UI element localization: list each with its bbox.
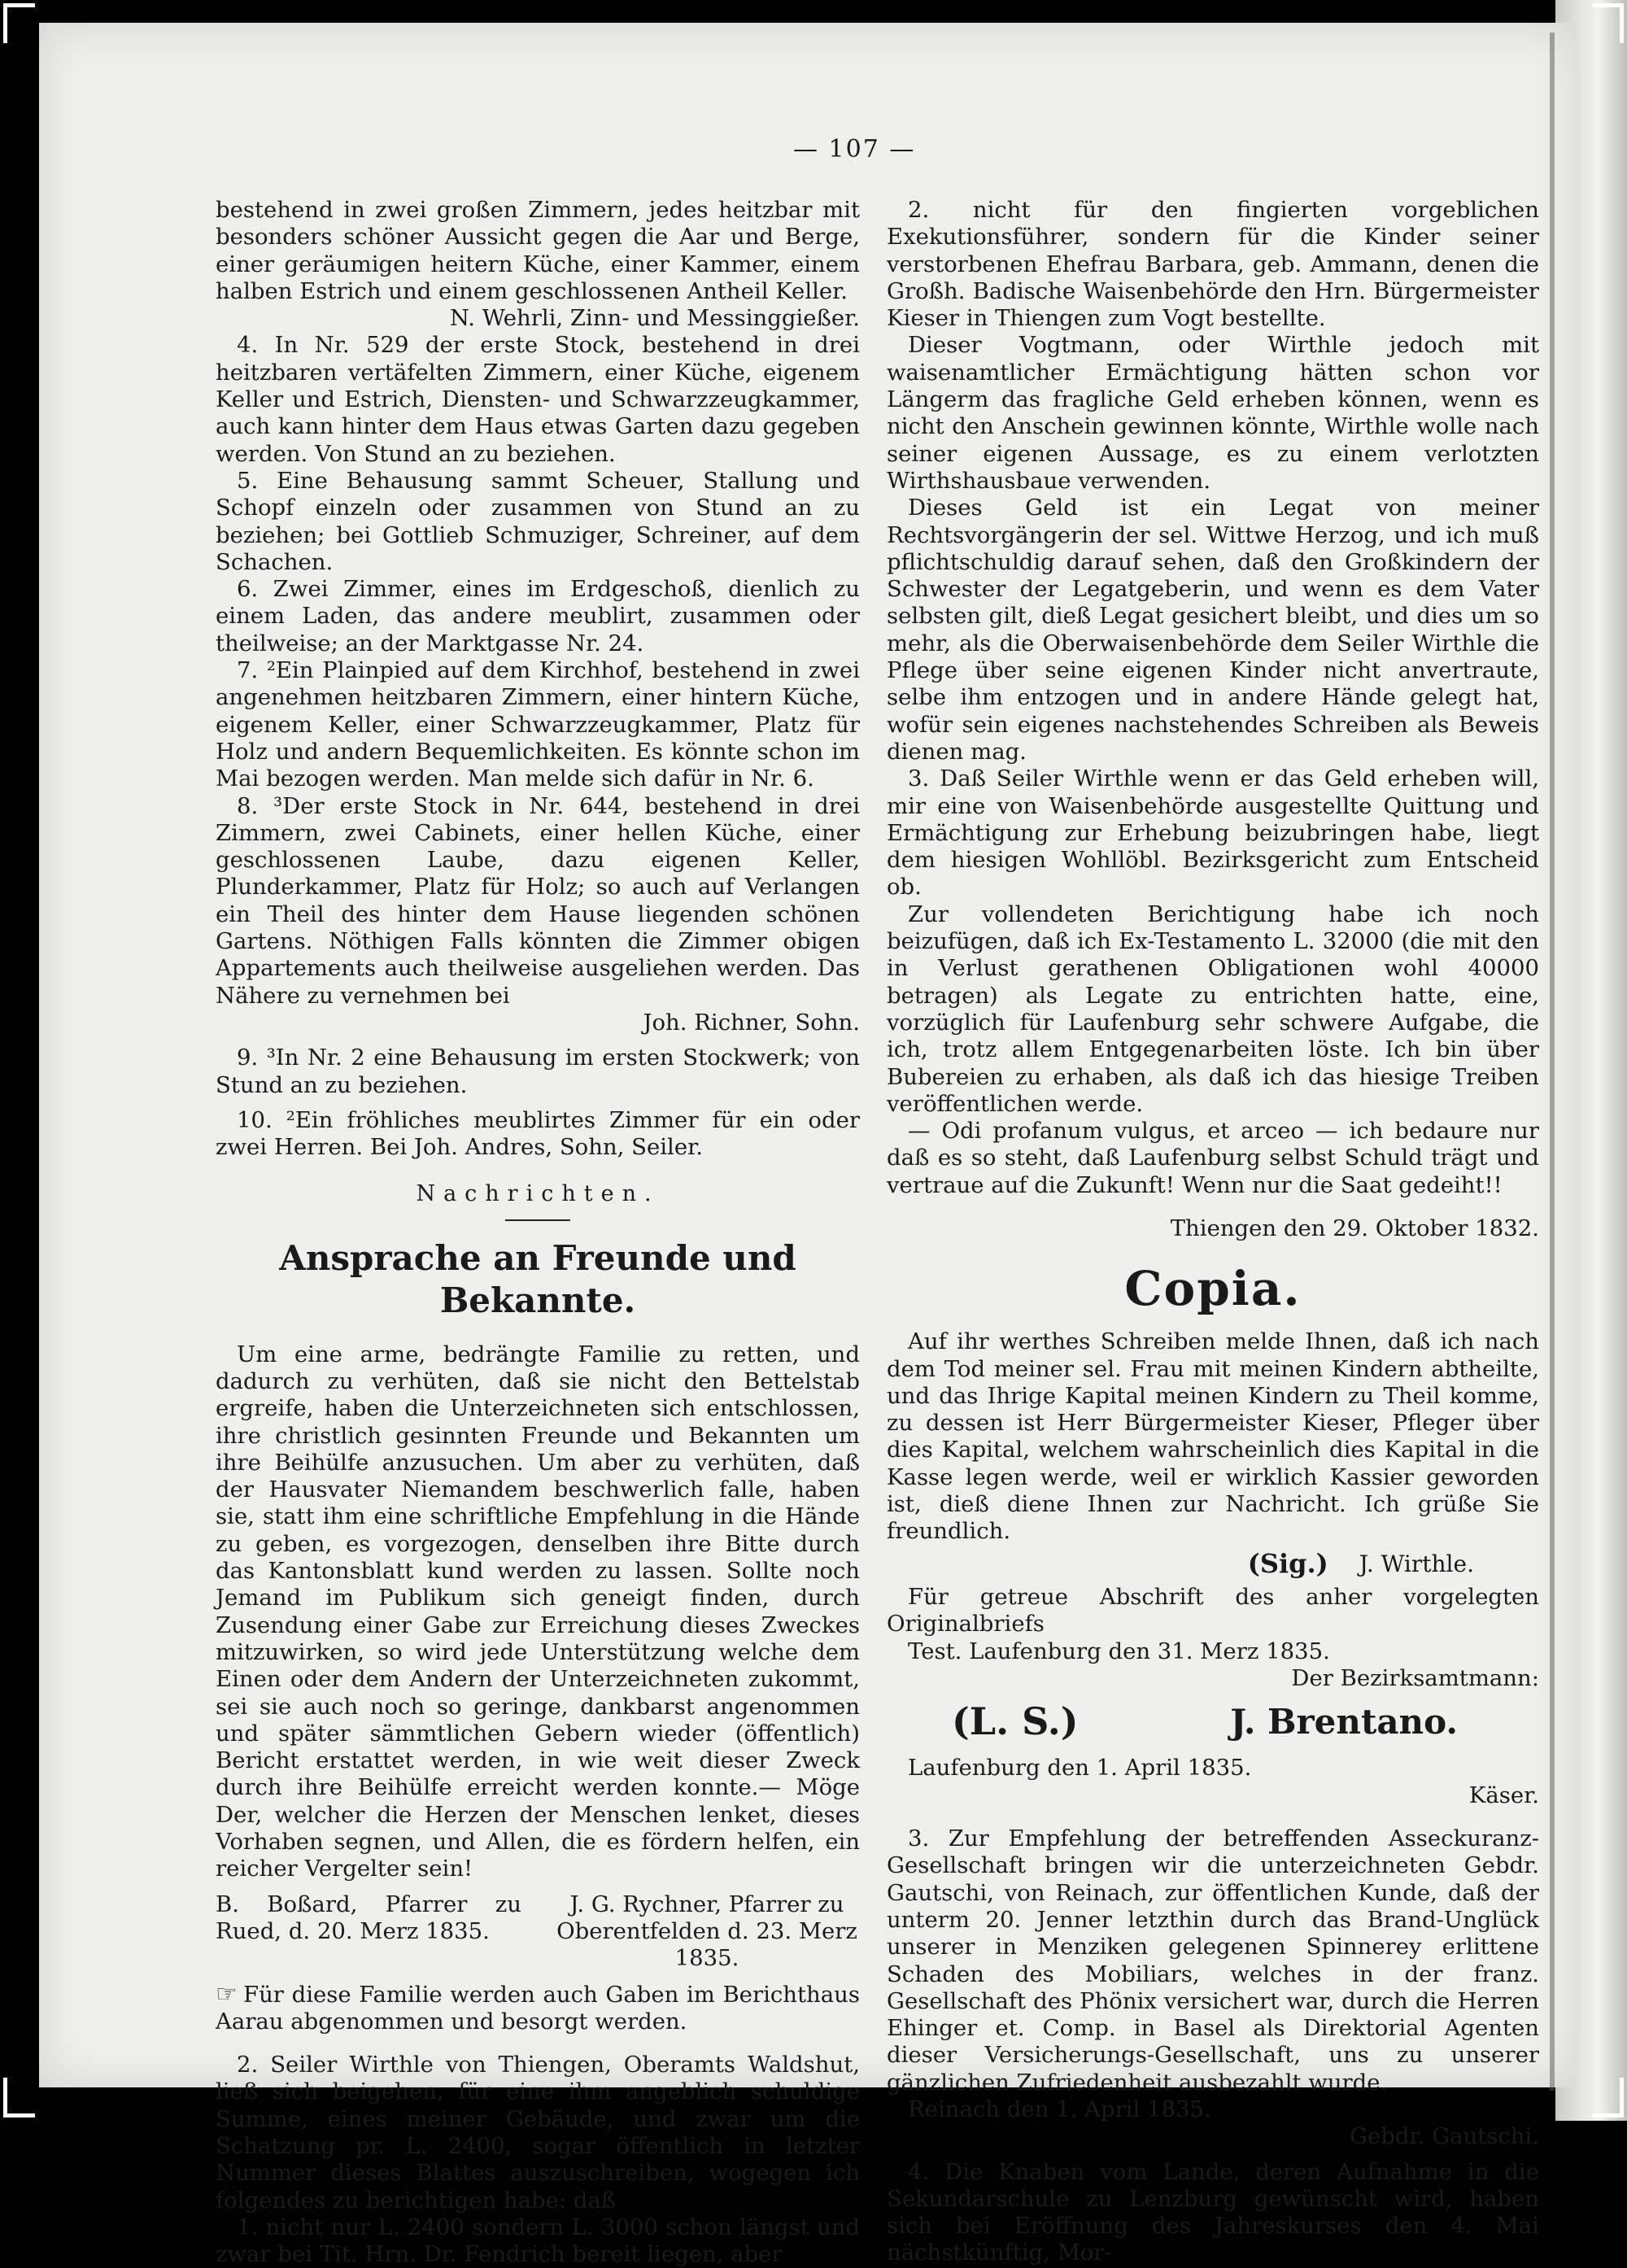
listing-10: 10. ²Ein fröhliches meublirtes Zimmer für ein oder zwei Herren. Bei Joh. Andres, Sohn, Seiler. [216, 1106, 860, 1161]
pointing-hand-icon: ☞ [216, 1979, 238, 2008]
berichtigung-paragraph: Zur vollendeten Berichtigung habe ich noch beizufügen, daß ich Ex-Testamento L. 32000 (die mit den in Verlust gerathenen Obligationen wohl 40000 betragen) als Legate zu entrichten hatte, eine, vorzüglich für Laufenburg sehr schwere Aufgabe, die ich, trotz allem Entgegenarbeiten löste. Ich bin über Bubereien zu erhaben, als daß ich das hiesige Treiben veröffentlichen werde. [887, 901, 1539, 1117]
listing-5: 5. Eine Behausung sammt Scheuer, Stallung und Schopf einzeln oder zusammen von Stund an zu beziehen; bei Gottlieb Schmuziger, Schreiner, auf dem Schachen. [216, 467, 860, 575]
laufenburg-date: Laufenburg den 1. April 1835. [908, 1755, 1252, 1782]
certified-copy-note: Für getreue Abschrift des anher vorgelegten Originalbriefs [887, 1583, 1539, 1638]
donation-note-text: Für diese Familie werden auch Gaben im Berichthaus Aarau abgenommen und besorgt werden. [216, 1981, 860, 2035]
listing-4: 4. In Nr. 529 der erste Stock, bestehend in drei heitzbaren vertäfelten Zimmern, einer Küche, eigenem Keller und Estrich, Diensten- und Schwarzzeugkammer, auch kann hinter dem Haus etwas Garten dazu gegeben werden. Von Stund an zu beziehen. [216, 332, 860, 467]
page-edge-shadow [1550, 33, 1555, 2091]
listing-8-signature: Joh. Richner, Sohn. [643, 1009, 860, 1036]
signature-brentano: J. Brentano. [1230, 1702, 1458, 1742]
thiengen-date: Thiengen den 29. Oktober 1832. [1170, 1215, 1539, 1241]
section-divider [505, 1219, 570, 1221]
crop-mark-bottom-left [3, 2078, 35, 2118]
article-headline: Ansprache an Freunde und Bekannte. [279, 1237, 796, 1320]
listing-signature: N. Wehrli, Zinn- und Messinggießer. [449, 305, 860, 332]
legat-paragraph: Dieses Geld ist ein Legat von meiner Rechtsvorgängerin der sel. Wittwe Herzog, und ich muß pflichtschuldig darauf sehen, daß den Großkindern der Schwester der Legatgeberin, und wenn es dem Vater selbsten gilt, dieß Legat gesichert bleibt, und dies um so mehr, als die Oberwaisenbehörde dem Seiler Wirthle die Pflege über seine eigenen Kinder nicht anvertraute, selbe ihm entzogen und in andere Hände gelegt hat, wofür sein eigenes nachstehendes Schreiben als Beweis dienen mag. [887, 495, 1539, 765]
left-column [216, 197, 860, 2268]
listing-continuation: bestehend in zwei großen Zimmern, jedes heitzbar mit besonders schöner Aussicht gegen die Aar und Berge, einer geräumigen heitern Küche, einer Kammer, einem halben Estrich und einem geschlossenen Antheil Keller. [216, 197, 860, 304]
notice-2-point-2: 2. nicht für den fingierten vorgeblichen Exekutionsführer, sondern für die Kinder seiner verstorbenen Ehefrau Barbara, geb. Ammann, denen die Großh. Badische Waisenbehörde den Hrn. Bürgermeister Kieser in Thiengen zum Vogt bestellte. [887, 197, 1539, 332]
section-heading-nachrichten: Nachrichten. [416, 1181, 660, 1207]
copia-heading: Copia. [1124, 1261, 1302, 1317]
appeal-signatures [216, 1891, 860, 1973]
notice-2-point-3: 3. Daß Seiler Wirthle wenn er das Geld erheben will, mir eine von Waisenbehörde ausgestellte Quittung und Ermächtigung zur Erhebung beizubringen habe, liegt dem hiesigen Wohllöbl. Bezirksgericht zum Entscheid ob. [887, 765, 1539, 901]
listing-6: 6. Zwei Zimmer, eines im Erdgeschoß, dienlich zu einem Laden, das andere meublirt, zusammen oder theilweise; an der Marktgasse Nr. 24. [216, 576, 860, 656]
sig-name: J. Wirthle. [1359, 1550, 1474, 1577]
signature-bossard: B. Boßard, Pfarrer zu Rued, d. 20. Merz 1835. [216, 1891, 521, 1944]
seal-ls: (L. S.) [952, 1699, 1079, 1744]
copia-letter: Auf ihr werthes Schreiben melde Ihnen, daß ich nach dem Tod meiner sel. Frau mit meinen Kindern abtheilte, und das Ihrige Kapital meinen Kindern zu Theil komme, zu dessen ist Herr Bürgermeister Kieser, Pfleger über dies Kapital, welchem wahrscheinlich dies Kapital in die Kasse legen werde, weil er wirklich Kassier geworden ist, dieß diene Ihnen zur Nachricht. Ich grüße Sie freundlich. [887, 1328, 1539, 1545]
right-column [887, 197, 1539, 2267]
signature-rychner: J. G. Rychner, Pfarrer zu Oberentfelden d. 23. Merz 1835. [556, 1891, 857, 1972]
reinach-date: Reinach den 1. April 1835. [908, 2096, 1211, 2122]
vogtmann-paragraph: Dieser Vogtmann, oder Wirthle jedoch mit waisenamtlicher Ermächtigung hätten schon vor Längerm das fragliche Geld erheben können, wenn es nicht den Anschein gewinnen könnte, Wirthle wolle nach seiner eigenen Aussage, es zu einem verlotzten Wirthshausbaue verwenden. [887, 332, 1539, 494]
notice-2-point-1: 1. nicht nur L. 2400 sondern L. 3000 schon längst und zwar bei Tit. Hrn. Dr. Fendrich bereit liegen, aber [216, 2213, 860, 2268]
notice-3-gautschi: 3. Zur Empfehlung der betreffenden Asseckuranz-Gesellschaft bringen wir die unterzeichneten Gebdr. Gautschi, von Reinach, zur öffentlichen Kunde, daß der unterm 20. Jenner letzthin durch das Brand-Unglück unserer in Menziken gelegenen Spinnerey erlittene Schaden des Mobiliars, welches in der franz. Gesellschaft des Phönix versichert war, durch die Herren Ehinger et. Comp. in Basel als Direktorial Agenten dieser Versicherungs-Gesellschaft, uns zu unserer gänzlichen Zufriedenheit ausbezahlt wurde. [887, 1825, 1539, 2096]
listing-9: 9. ³In Nr. 2 eine Behausung im ersten Stockwerk; von Stund an zu beziehen. [216, 1045, 860, 1098]
notice-2-wirthle: 2. Seiler Wirthle von Thiengen, Oberamts Waldshut, ließ sich beigehen, für eine ihm angeblich schuldige Summe, eines meiner Gebäude, und zwar um die Schatzung pr. L. 2400, sogar öffentlich in letzter Nummer dieses Blattes auszuschreiben, wogegen ich folgendes zu berichtigen habe: daß [216, 2052, 860, 2213]
sig-label: (Sig.) [1247, 1547, 1328, 1579]
crop-mark-top-right [1592, 3, 1624, 43]
listing-7: 7. ²Ein Plainpied auf dem Kirchhof, bestehend in zwei angenehmen heitzbaren Zimmern, einer hintern Küche, eigenem Keller, einer Schwarzzeugkammer, Platz für Holz und andern Bequemlichkeiten. Es könnte schon im Mai bezogen werden. Man melde sich dafür in Nr. 6. [216, 657, 860, 792]
donation-note [216, 1981, 860, 2036]
crop-mark-top-left [3, 3, 35, 43]
notice-4-knaben: 4. Die Knaben vom Lande, deren Aufnahme in die Sekundarschule zu Lenzburg gewünscht wird, haben sich bei Eröffnung des Jahreskurses den 4. Mai nächstkünftig, Mor- [887, 2158, 1539, 2266]
signature-gautschi: Gebdr. Gautschi. [1350, 2123, 1539, 2150]
bezirksamtmann-label: Der Bezirksamtmann: [1291, 1664, 1539, 1691]
letter-signature [887, 1547, 1539, 1579]
listing-8: 8. ³Der erste Stock in Nr. 644, bestehend in drei Zimmern, zwei Cabinets, einer hellen Küche, einer geschlossenen Laube, dazu eigenen Keller, Plunderkammer, Platz für Holz; so auch auf Verlangen ein Theil des hinter dem Hause liegenden schönen Gartens. Nöthigen Falls könnten die Zimmer obigen Appartements auch theilweise ausgeliehen werden. Das Nähere zu vernehmen bei [216, 792, 860, 1009]
odi-paragraph: — Odi profanum vulgus, et arceo — ich bedaure nur daß es so steht, daß Laufenburg selbst Schuld trägt und vertraue auf die Zukunft! Wenn nur die Saat gedeiht!! [887, 1118, 1539, 1198]
test-date: Test. Laufenburg den 31. Merz 1835. [908, 1638, 1330, 1664]
page-number: — 107 — [793, 135, 916, 164]
signature-kaeser: Käser. [1468, 1782, 1539, 1808]
crop-mark-bottom-right [1592, 2078, 1624, 2118]
seal-row [887, 1699, 1539, 1744]
appeal-body: Um eine arme, bedrängte Familie zu retten, und dadurch zu verhüten, daß sie nicht den Bettelstab ergreife, haben die Unterzeichneten sich entschlossen, ihre christlich gesinnten Freunde und Bekannten um ihre Beihülfe anzusuchen. Um aber zu verhüten, daß der Hausvater Niemandem beschwerlich falle, haben sie, statt ihm eine schriftliche Empfehlung in die Hände zu geben, es vorgezogen, denselben ihre Bitte durch das Kantonsblatt kund werden zu lassen. Sollte noch Jemand im Publikum sich geneigt finden, durch Zusendung einer Gabe zur Erreichung dieses Zweckes mitzuwirken, so wird jede Unterstützung welche dem Einen oder dem Andern der Unterzeichneten zukommt, sei sie auch noch so geringe, dankbarst angenommen und später sämmtlichen Gebern wieder (öffentlich) Bericht erstattet werden, in wie weit dieser Zweck durch ihre Beihülfe erreicht werden konnte.— Möge Der, welcher die Herzen der Menschen lenket, dieses Vorhaben segnen, und Allen, die es fördern helfen, ein reicher Vergelter sein! [216, 1341, 860, 1882]
